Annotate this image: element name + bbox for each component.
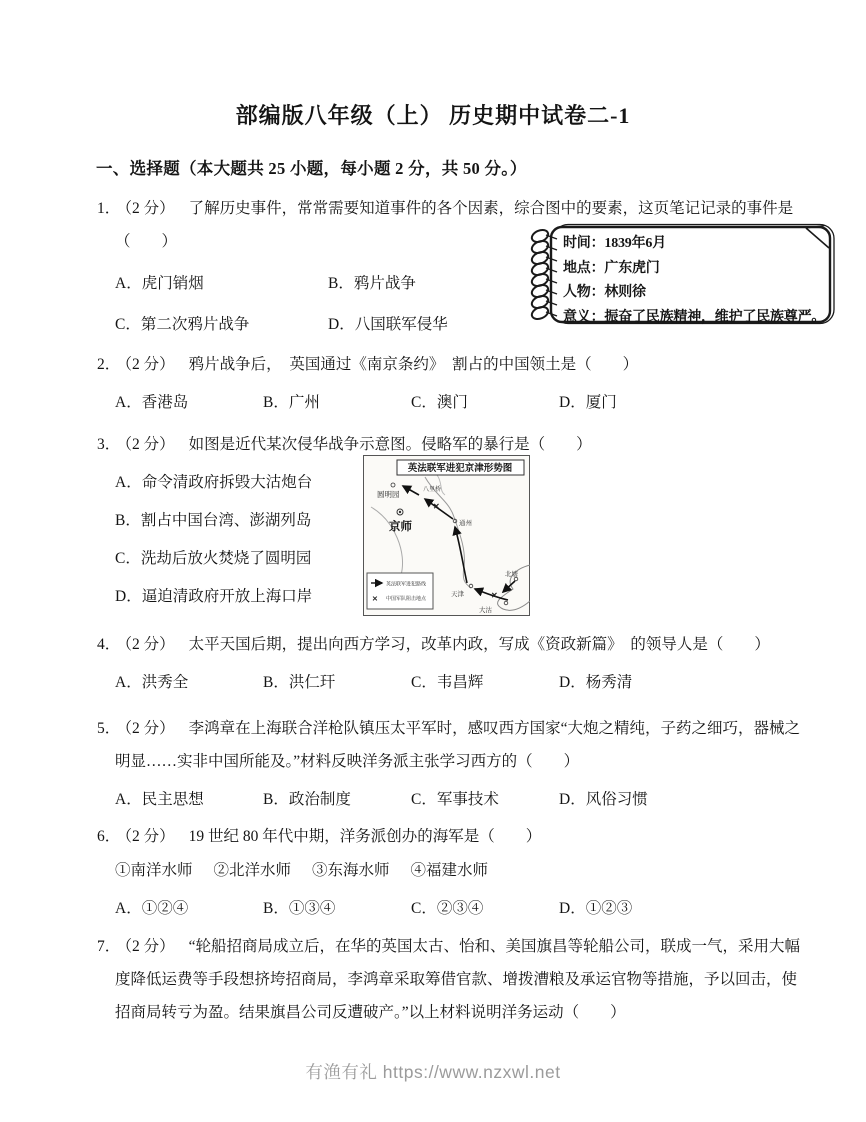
map-label-baliqiao: 八里桥 — [423, 487, 442, 493]
map-legend-route: 英法联军进犯路线 — [386, 582, 427, 588]
notebook-figure — [525, 223, 836, 327]
option-b: B．鸦片战争 — [328, 275, 416, 292]
notebook-line-person: 人物：林则徐 — [563, 285, 646, 300]
map-label-beitang: 北塘 — [505, 571, 518, 578]
invasion-map-icon — [363, 455, 530, 616]
option-b: B．割占中国台湾、澎湖列岛 — [115, 512, 312, 529]
question-score: （2 分） — [124, 356, 175, 373]
question-6-text — [97, 820, 811, 853]
question-7 — [97, 930, 811, 1029]
map-label-jingshi: 京师 — [389, 521, 412, 533]
option-d: D．厦门 — [559, 394, 617, 411]
question-6-options — [97, 892, 811, 925]
question-3-options — [97, 466, 395, 613]
question-6-numbered-items — [97, 854, 811, 887]
section-heading: 一、选择题（本大题共 25 小题，每小题 2 分，共 50 分。） — [96, 159, 527, 178]
question-body: “轮船招商局成立后，在华的英国太古、怡和、美国旗昌等轮船公司，联成一气，采用大幅度降低运费等手段想挤垮招商局，李鸿章采取筹借官款、增拨漕粮及承运官物等措施，予以回击，使招商局转亏为盈。结果旗昌公司反遭破产。”以上材料说明洋务运动（ ） — [115, 938, 801, 1021]
option-a: A．虎门销烟 — [115, 275, 204, 292]
notebook-lines — [563, 232, 825, 330]
question-score: （2 分） — [124, 828, 175, 845]
option-b: B．①③④ — [263, 900, 336, 917]
question-number: 7． — [97, 938, 121, 955]
question-number: 4． — [97, 636, 121, 653]
question-body: 李鸿章在上海联合洋枪队镇压太平军时，感叹西方国家“大炮之精纯，子药之细巧，器械之明显……实非中国所能及。”材料反映洋务派主张学习西方的（ ） — [115, 720, 801, 770]
map-label-tongzhou: 通州 — [459, 520, 472, 527]
option-d: D．逼迫清政府开放上海口岸 — [115, 588, 313, 605]
question-6 — [97, 820, 811, 925]
question-5-text — [97, 712, 811, 778]
question-score: （2 分） — [124, 636, 175, 653]
map-title: 英法联军进犯京津形势图 — [407, 464, 513, 474]
option-d: D．杨秀清 — [559, 674, 633, 691]
question-5-options — [97, 783, 811, 816]
numbered-item-2: ②北洋水师 — [213, 862, 292, 879]
option-a: A．香港岛 — [115, 394, 189, 411]
option-b: B．广州 — [263, 394, 320, 411]
question-1 — [97, 192, 826, 341]
question-2 — [97, 348, 811, 419]
map-label-yuanmingyuan: 圆明园 — [377, 490, 400, 499]
option-d: D．风俗习惯 — [559, 791, 648, 808]
option-c: C．韦昌辉 — [411, 674, 484, 691]
question-2-text — [97, 348, 811, 381]
question-2-options — [97, 386, 811, 419]
option-d: D．八国联军侵华 — [328, 316, 448, 333]
map-label-tianjin: 天津 — [451, 591, 464, 598]
option-d: D．①②③ — [559, 900, 633, 917]
question-4-options — [97, 666, 811, 699]
option-a: A．民主思想 — [115, 791, 204, 808]
answer-bracket: （ ） — [115, 233, 178, 250]
question-number: 5． — [97, 720, 121, 737]
question-body: 太平天国后期，提出向西方学习，改革内政，写成《资政新篇》 的领导人是（ ） — [188, 636, 770, 653]
svg-text:✕: ✕ — [433, 502, 440, 511]
notebook-line-place: 地点：广东虎门 — [563, 260, 660, 276]
option-b: B．洪仁玕 — [263, 674, 336, 691]
map-label-dagu: 大沽 — [479, 607, 492, 614]
question-body: 如图是近代某次侵华战争示意图。侵略军的暴行是（ ） — [188, 436, 592, 453]
option-a: A．洪秀全 — [115, 674, 189, 691]
question-body: 19 世纪 80 年代中期，洋务派创办的海军是（ ） — [188, 828, 542, 845]
option-c: C．②③④ — [411, 900, 484, 917]
svg-text:✕: ✕ — [491, 591, 498, 600]
footer-link[interactable]: 有渔有礼 https://www.nzxwl.net — [305, 1062, 561, 1082]
svg-text:✕: ✕ — [372, 595, 378, 603]
question-4-text — [97, 628, 811, 661]
question-4 — [97, 628, 811, 699]
numbered-item-3: ③东海水师 — [312, 862, 390, 879]
option-a: A．命令清政府拆毁大沽炮台 — [115, 474, 313, 491]
question-body: 鸦片战争后， 英国通过《南京条约》 割占的中国领土是（ ） — [188, 356, 639, 373]
question-score: （2 分） — [124, 200, 175, 217]
question-3 — [97, 428, 811, 613]
option-c: C．军事技术 — [411, 791, 499, 808]
question-score: （2 分） — [124, 436, 175, 453]
question-7-text — [97, 930, 811, 1029]
question-number: 2． — [97, 356, 121, 373]
map-legend-block: 中国军队阻击地点 — [386, 597, 427, 602]
notebook-line-meaning: 意义：振奋了民族精神，维护了民族尊严。 — [563, 309, 826, 325]
question-score: （2 分） — [124, 720, 175, 737]
footer — [0, 1059, 866, 1084]
option-a: A．①②④ — [115, 900, 189, 917]
question-body: 了解历史事件，常常需要知道事件的各个因素，综合图中的要素，这页笔记记录的事件是 — [188, 200, 794, 217]
option-b: B．政治制度 — [263, 791, 351, 808]
option-c: C．洗劫后放火焚烧了圆明园 — [115, 550, 312, 567]
option-c: C．第二次鸦片战争 — [115, 316, 250, 333]
numbered-item-4: ④福建水师 — [410, 862, 489, 879]
war-map-figure — [363, 455, 530, 616]
question-score: （2 分） — [124, 938, 175, 955]
notebook-line-time: 时间：1839年6月 — [563, 236, 666, 251]
question-5 — [97, 712, 811, 816]
question-number: 1． — [97, 200, 121, 217]
page-title: 部编版八年级（上） 历史期中试卷二-1 — [235, 103, 631, 128]
question-number: 6． — [97, 828, 121, 845]
numbered-item-1: ①南洋水师 — [115, 862, 193, 879]
question-number: 3． — [97, 436, 121, 453]
option-c: C．澳门 — [411, 394, 468, 411]
